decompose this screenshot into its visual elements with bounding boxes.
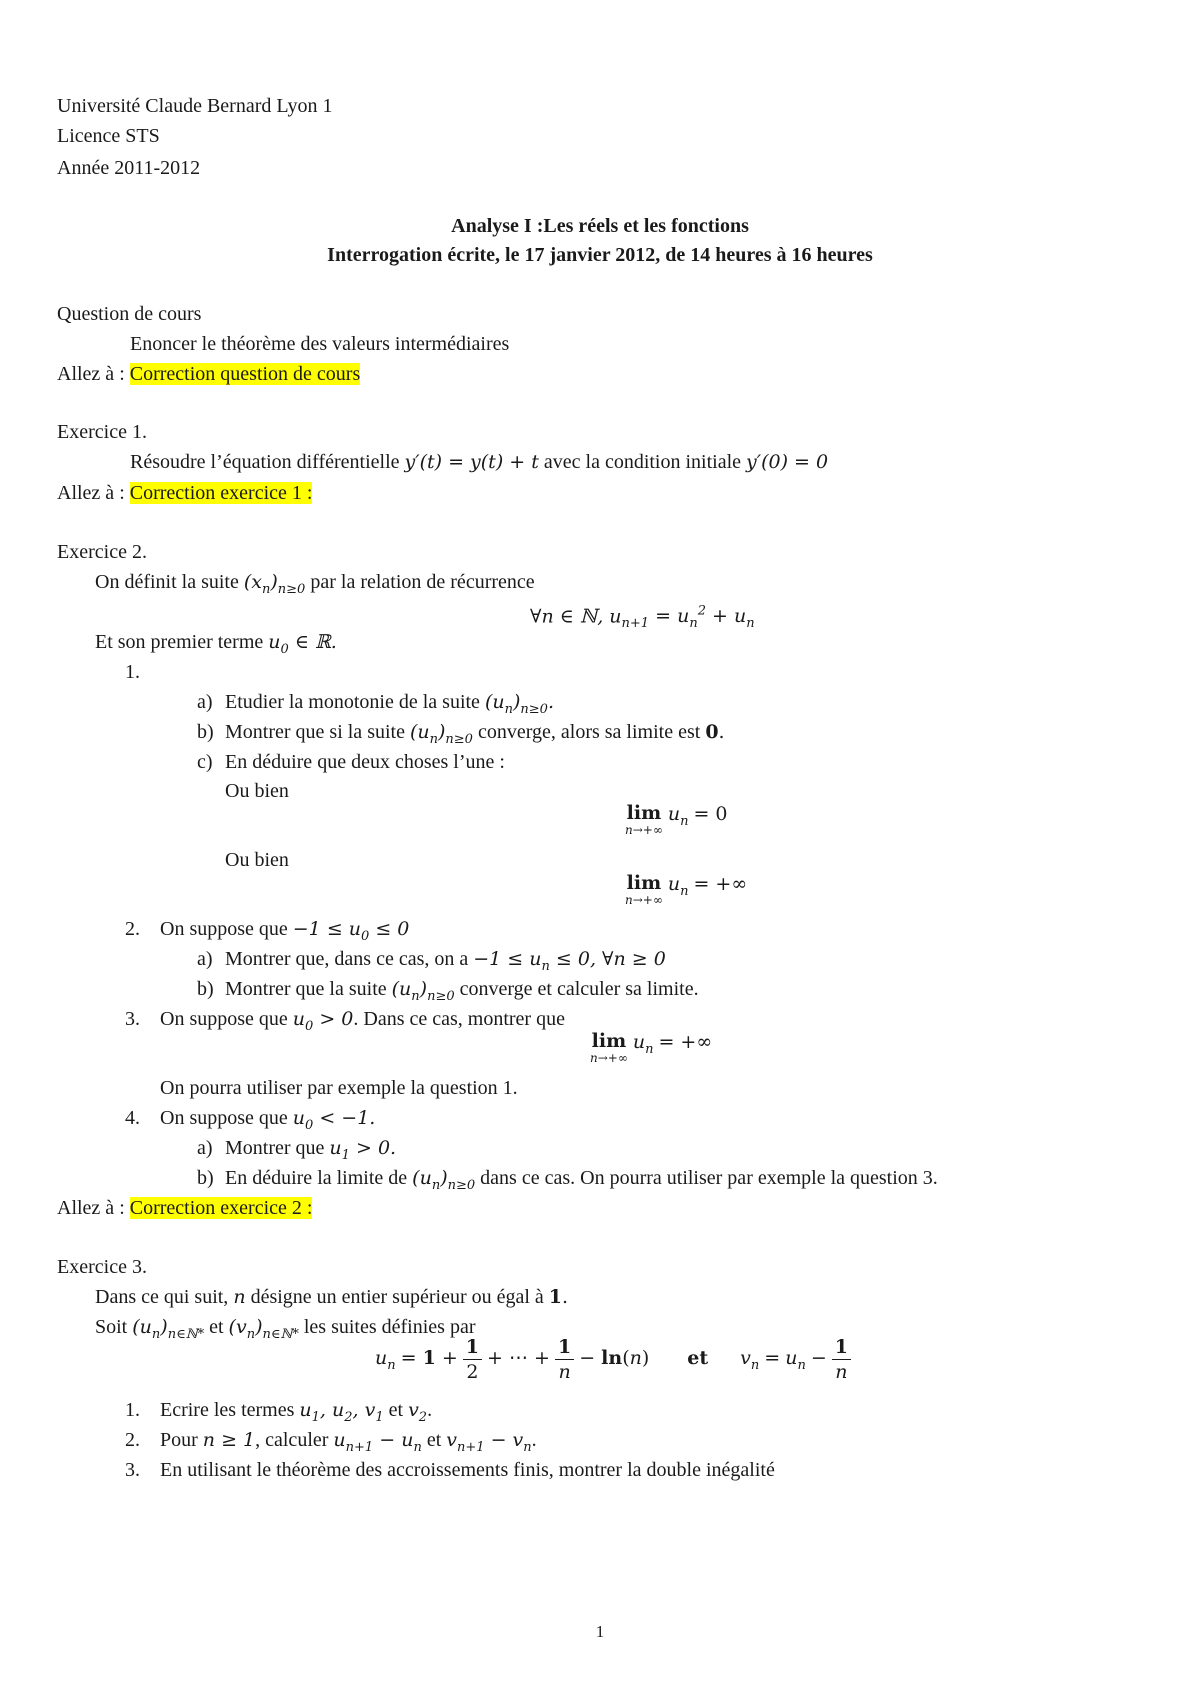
ex3-q2-text: Pour n ≥ 1, calculer $u_{n+1} - u_n$ et $v_{n+1} - v_n$. <box>160 1429 537 1455</box>
q1a-text: Etudier la monotonie de la suite $(u_n)_{n\ge 0}$. <box>225 691 554 717</box>
page-number: 1 <box>595 1622 605 1641</box>
q2-label: 2. <box>125 918 140 940</box>
q2b-text: Montrer que la suite $(u_n)_{n\ge 0}$ converge et calculer sa limite. <box>225 978 699 1004</box>
q3-label: 3. <box>125 1008 140 1030</box>
q3-text: On suppose que $u_0 > 0$. Dans ce cas, montrer que <box>160 1008 565 1034</box>
goto-line-cours: Allez à : Correction question de cours <box>57 363 361 385</box>
ex3-q2-label: 2. <box>125 1429 140 1451</box>
goto-line-ex1: Allez à : Correction exercice 1 : <box>57 482 313 504</box>
q1b-label: b) <box>197 721 214 743</box>
q4-label: 4. <box>125 1107 140 1129</box>
q1-label: 1. <box>125 661 140 683</box>
q4b-text: En déduire la limite de $(u_n)_{n\ge 0}$ dans ce cas. On pourra utiliser par exemple la question 3. <box>225 1167 938 1193</box>
q1b-text: Montrer que si la suite $(u_n)_{n\ge 0}$ converge, alors sa limite est 0. <box>225 721 725 747</box>
first-term: Et son premier terme $u_0$ ∈ ℝ. <box>95 631 337 657</box>
correction-ex1-link[interactable]: Correction exercice 1 : <box>129 482 313 504</box>
exercice3-sequences: Soit $(u_n)_{n\in ℕ*}$ et $(v_n)_{n\in ℕ*}$ les suites définies par <box>95 1316 476 1342</box>
academic-year: Année 2011-2012 <box>57 157 201 179</box>
question-cours-heading: Question de cours <box>57 303 202 325</box>
ou-bien-1: Ou bien <box>225 780 289 802</box>
ex3-q3-label: 3. <box>125 1459 140 1481</box>
exercice1-heading: Exercice 1. <box>57 421 147 443</box>
q1c-label: c) <box>197 751 213 773</box>
ex3-q3-text: En utilisant le théorème des accroissements finis, montrer la double inégalité <box>160 1459 775 1481</box>
exercice3-intro: Dans ce qui suit, n désigne un entier supérieur ou égal à 1. <box>95 1286 569 1308</box>
ex3-q1-text: Ecrire les termes $u_1$, $u_2$, $v_1$ et $v_2$. <box>160 1399 433 1425</box>
limit-infinity: lim n→+∞ $u_n$ = +∞ <box>625 872 748 907</box>
exercice3-heading: Exercice 3. <box>57 1256 147 1278</box>
q4b-label: b) <box>197 1167 214 1189</box>
differential-equation: y′(t) = y(t) + t <box>404 451 539 473</box>
q2-text: On suppose que $-1 \le u_0 \le 0$ <box>160 918 410 944</box>
recurrence-relation: ∀n ∈ ℕ, $u_{n+1} = u_n^2 + u_n$ <box>530 604 755 632</box>
exercice1-statement: Résoudre l’équation différentielle y′(t) = y(t) + t avec la condition initiale y′(0) = 0 <box>130 451 829 473</box>
university-name: Université Claude Bernard Lyon 1 <box>57 95 333 117</box>
initial-condition: y′(0) = 0 <box>746 451 829 473</box>
q2a-label: a) <box>197 948 213 970</box>
correction-cours-link[interactable]: Correction question de cours <box>129 363 361 385</box>
exercice2-heading: Exercice 2. <box>57 541 147 563</box>
limit-zero: lim n→+∞ $u_n = 0$ <box>625 802 728 837</box>
q4a-text: Montrer que $u_1 > 0$. <box>225 1137 397 1163</box>
ex3-q1-label: 1. <box>125 1399 140 1421</box>
q3-hint: On pourra utiliser par exemple la question 1. <box>160 1077 518 1099</box>
q2a-text: Montrer que, dans ce cas, on $a -1 \le u_n \le 0$, ∀n ≥ 0 <box>225 948 666 974</box>
q2b-label: b) <box>197 978 214 1000</box>
q4-text: On suppose que $u_0 < -1$. <box>160 1107 376 1133</box>
exercice2-intro: On définit la suite $(x_n)_{n\ge 0}$ par la relation de récurrence <box>95 571 535 597</box>
question-cours-text: Enoncer le théorème des valeurs intermédiaires <box>130 333 510 355</box>
correction-ex2-link[interactable]: Correction exercice 2 : <box>129 1197 313 1219</box>
exam-title: Analyse I :Les réels et les fonctions <box>451 215 749 237</box>
licence: Licence STS <box>57 125 160 147</box>
limit-infinity-q3: lim n→+∞ $u_n$ = +∞ <box>590 1030 713 1065</box>
sequence-definitions: $u_n = 1$ + $\frac{1}{2}$ + ⋯ + $\frac{1}{n}$ − ln(n) et $v_n = u_n$ − $\frac{1}{n}$ <box>375 1334 851 1390</box>
goto-line-ex2: Allez à : Correction exercice 2 : <box>57 1197 313 1219</box>
q1c-text: En déduire que deux choses l’une : <box>225 751 505 773</box>
exam-subtitle: Interrogation écrite, le 17 janvier 2012, de 14 heures à 16 heures <box>327 244 873 266</box>
ou-bien-2: Ou bien <box>225 849 289 871</box>
q1a-label: a) <box>197 691 213 713</box>
q4a-label: a) <box>197 1137 213 1159</box>
